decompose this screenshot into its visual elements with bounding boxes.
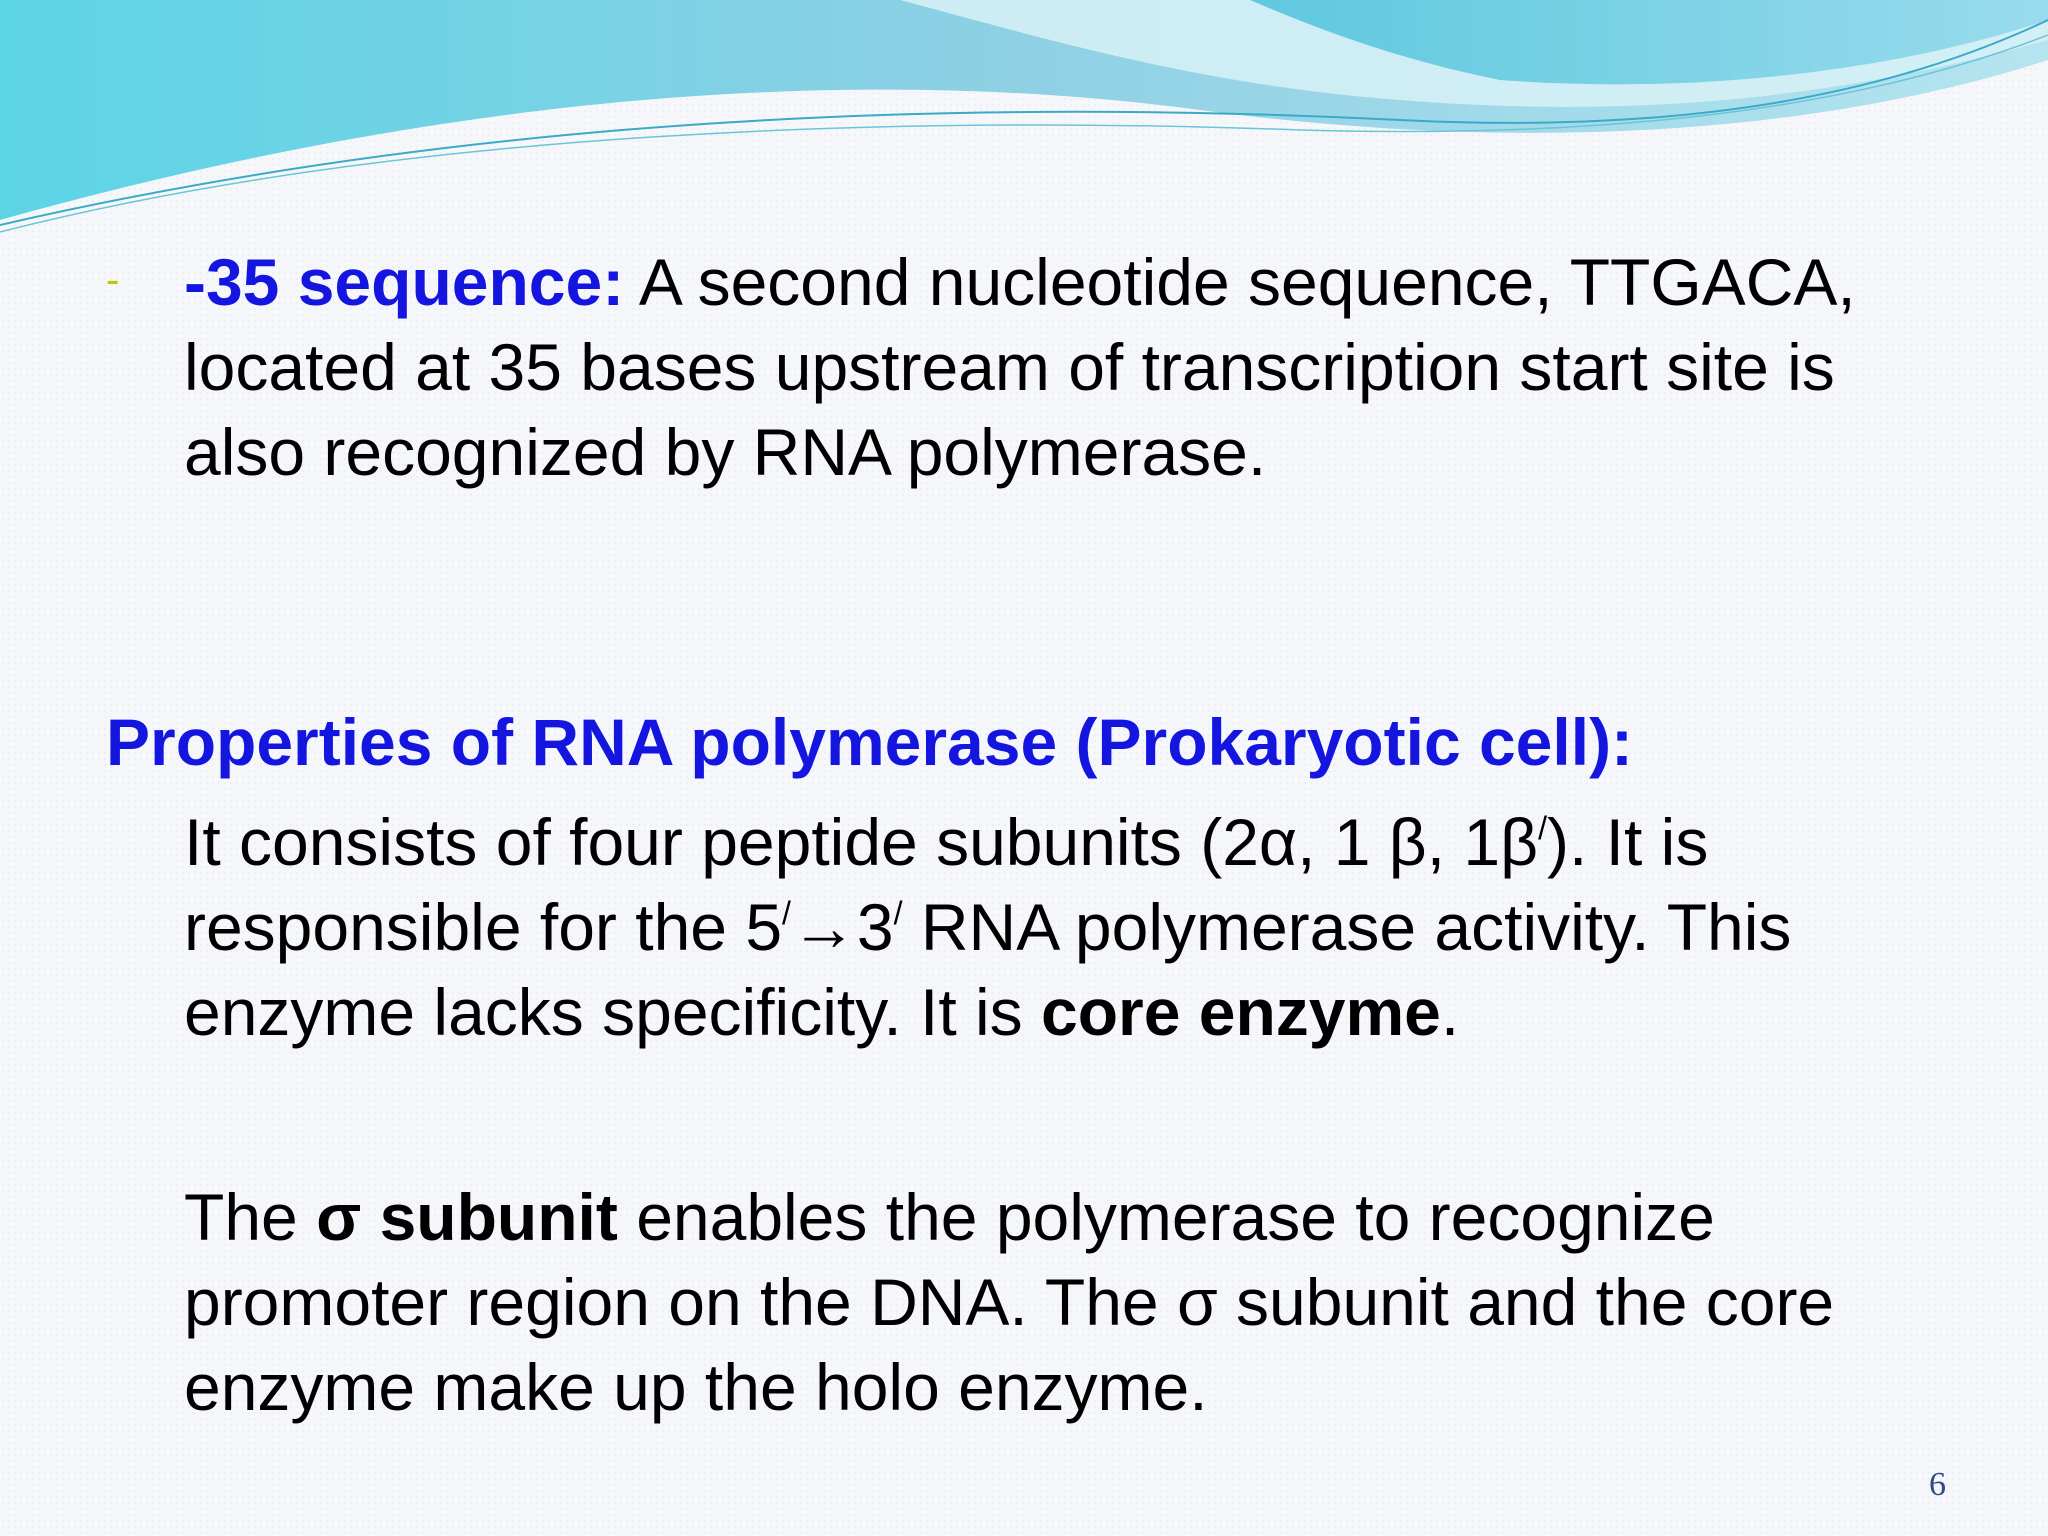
- core-enzyme-term: core enzyme: [1041, 975, 1441, 1049]
- section-heading: Properties of RNA polymerase (Prokaryotic cell):: [106, 705, 1634, 779]
- page-number: 6: [1929, 1466, 1946, 1503]
- properties-paragraph: It consists of four peptide subunits (2α, 1 β, 1β/). It is responsible for the 5/→3/ RNA polymerase activity. This enzyme lacks specificity. It is core enzyme.: [184, 805, 1792, 1049]
- bullet-term: -35 sequence:: [184, 245, 625, 319]
- sigma-subunit-term: σ subunit: [316, 1180, 618, 1254]
- bullet-paragraph: [184, 240, 1884, 495]
- bullet-text: A second nucleotide sequence, TTGACA, located at 35 bases upstream of transcription start site is also recognized by RNA polymerase.: [184, 245, 1856, 489]
- bullet-marker: -: [106, 258, 120, 302]
- sigma-paragraph: The σ subunit enables the polymerase to recognize promoter region on the DNA. The σ subunit and the core enzyme make up the holo enzyme.: [184, 1180, 1835, 1424]
